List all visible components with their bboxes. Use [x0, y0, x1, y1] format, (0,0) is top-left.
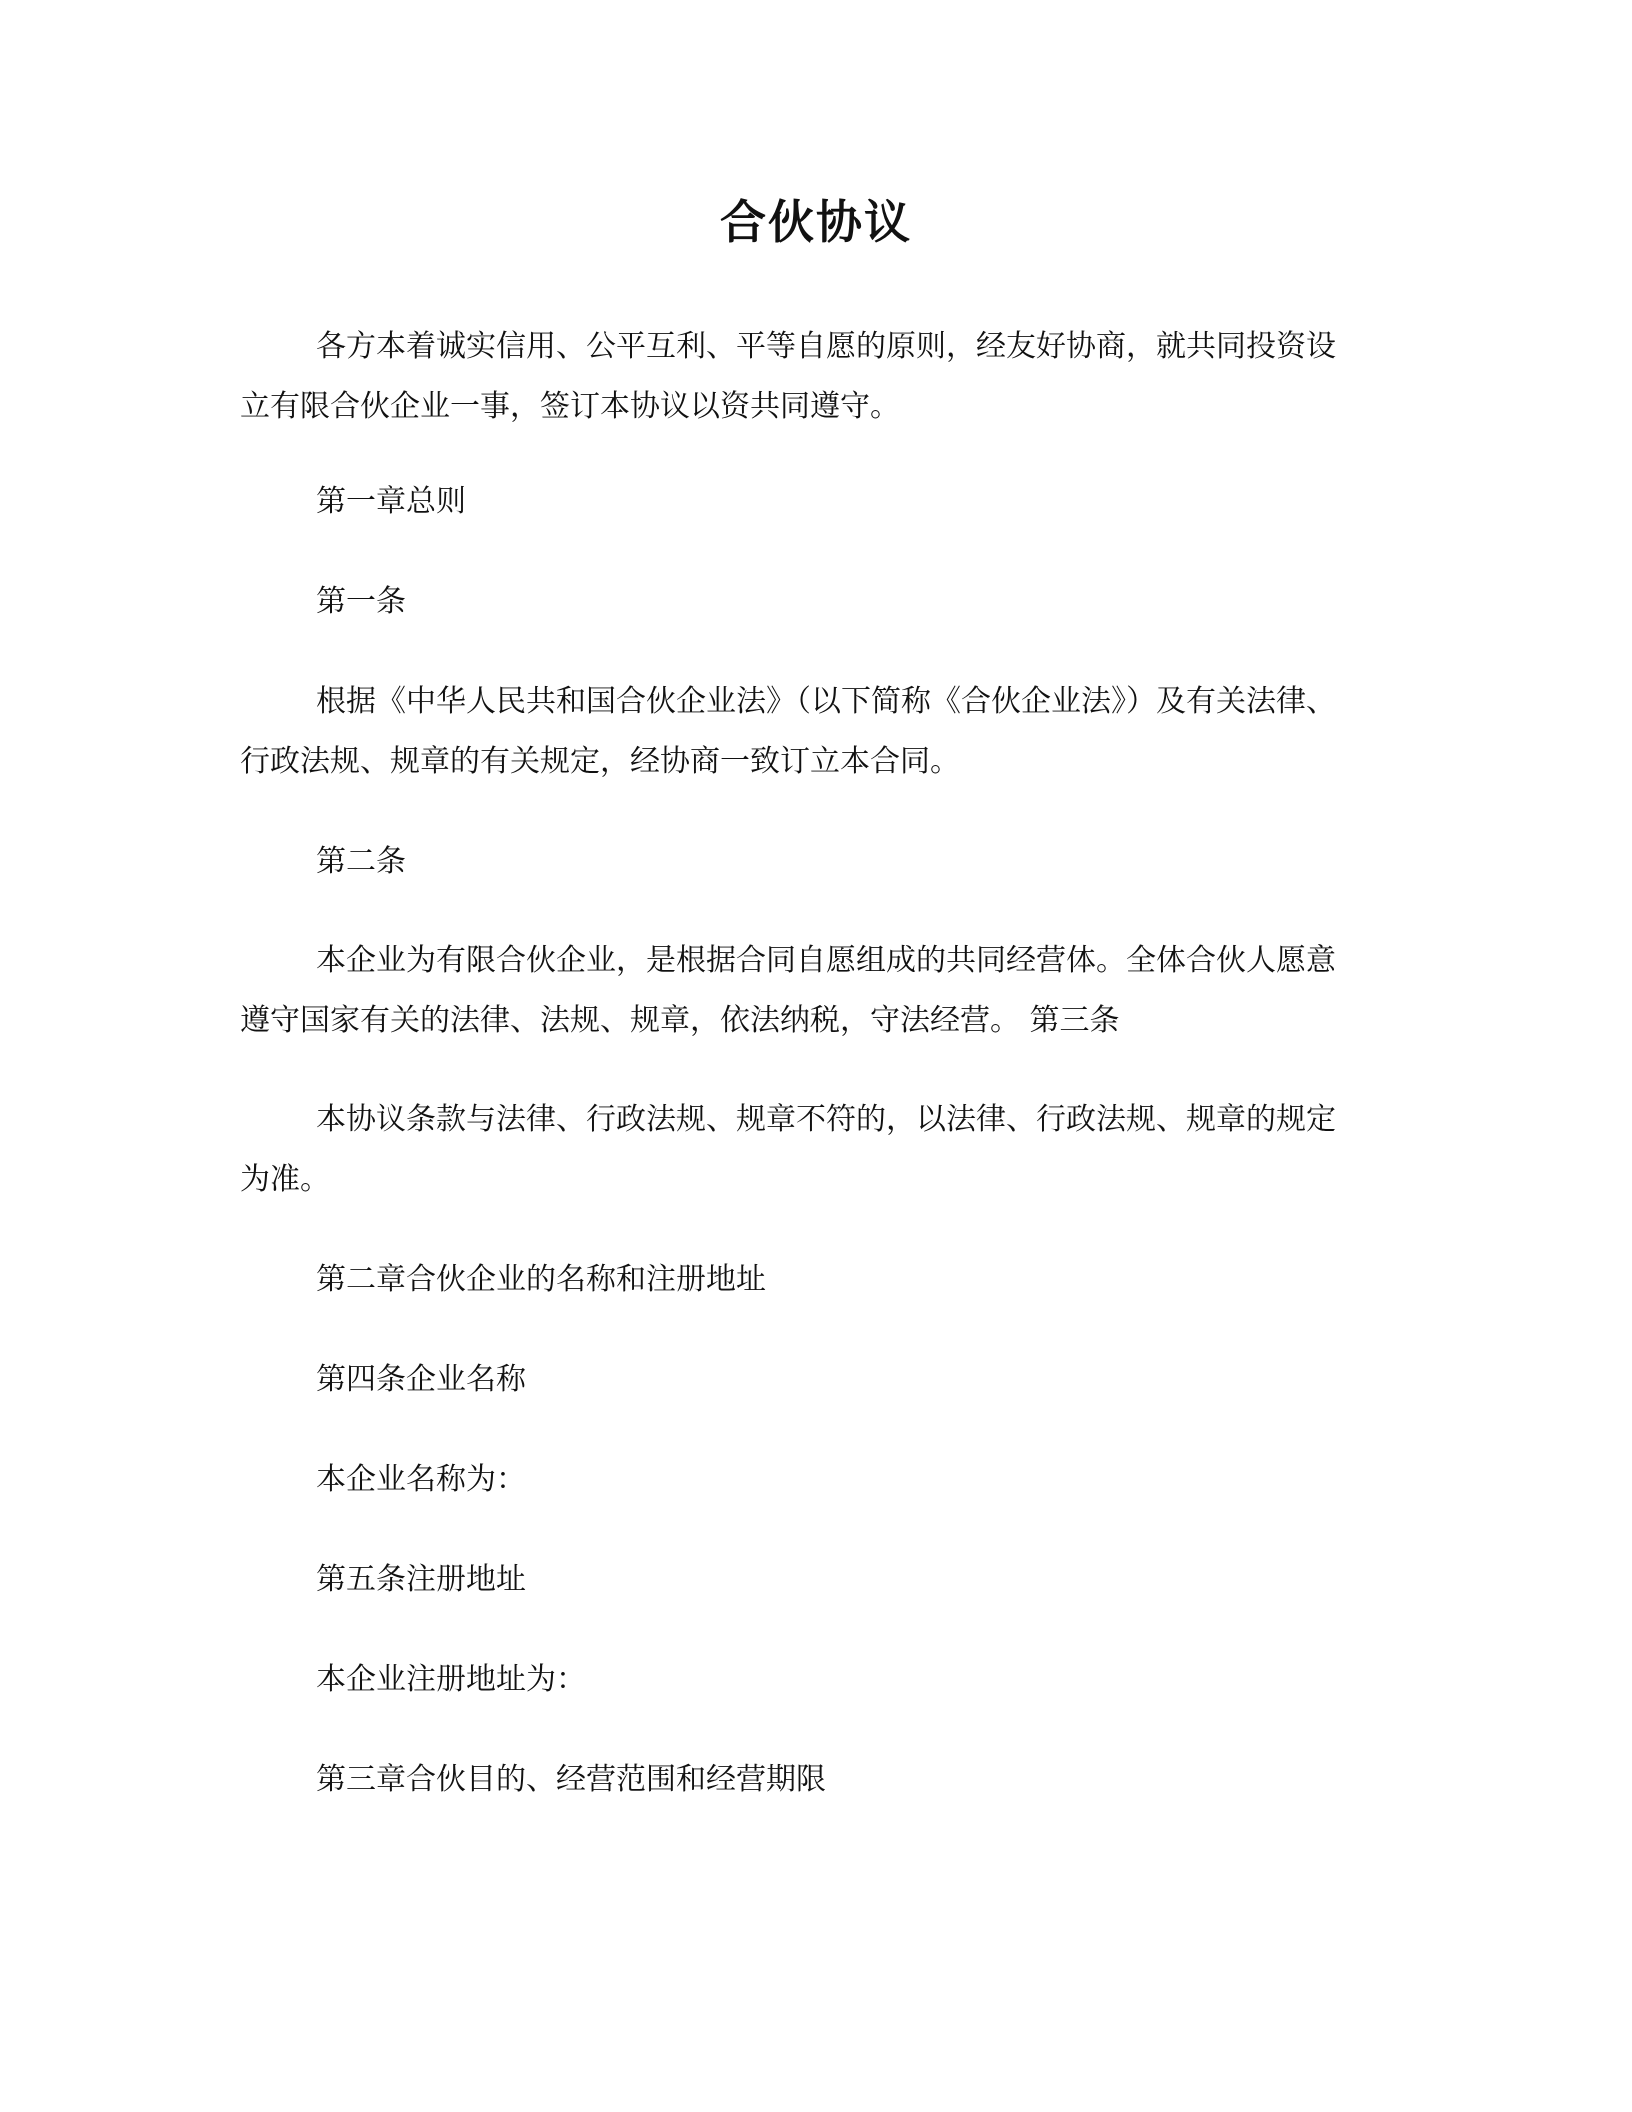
- article-1-heading: 第一条: [316, 584, 406, 619]
- company-name-line: 本企业名称为：: [316, 1462, 526, 1497]
- registered-address-line: 本企业注册地址为：: [316, 1662, 586, 1697]
- article-2-paragraph: 本企业为有限合伙企业，是根据合同自愿组成的共同经营体。全体合伙人愿意遵守国家有关的法律、法规、规章，依法纳税，守法经营。 第三条: [240, 943, 1336, 1038]
- article-5-heading: 第五条注册地址: [316, 1562, 526, 1597]
- article-4-heading: 第四条企业名称: [316, 1362, 526, 1397]
- preamble-paragraph: 各方本着诚实信用、公平互利、平等自愿的原则，经友好协商，就共同投资设立有限合伙企业一事，签订本协议以资共同遵守。: [240, 329, 1336, 424]
- chapter-2-heading: 第二章合伙企业的名称和注册地址: [316, 1262, 766, 1297]
- chapter-3-heading: 第三章合伙目的、经营范围和经营期限: [316, 1762, 826, 1797]
- article-1-paragraph: 根据《中华人民共和国合伙企业法》（以下简称《合伙企业法》）及有关法律、行政法规、规章的有关规定，经协商一致订立本合同。: [240, 684, 1336, 779]
- article-3-paragraph: 本协议条款与法律、行政法规、规章不符的，以法律、行政法规、规章的规定为准。: [240, 1102, 1336, 1197]
- chapter-1-heading: 第一章总则: [316, 484, 466, 519]
- document-title: 合伙协议: [720, 195, 912, 249]
- article-2-heading: 第二条: [316, 844, 406, 879]
